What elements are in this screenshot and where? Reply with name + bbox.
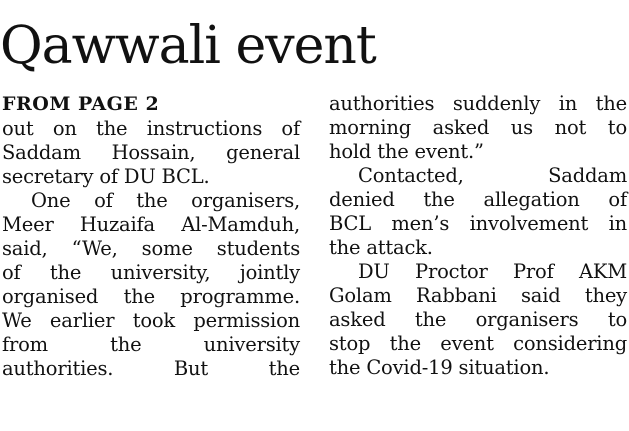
text-line: said, “We, some students bbox=[2, 237, 300, 260]
text-line: Golam Rabbani said they bbox=[329, 284, 627, 307]
text-line: the attack. bbox=[329, 236, 433, 259]
text-line: morning asked us not to bbox=[329, 116, 627, 139]
text-line: the Covid-19 situation. bbox=[329, 356, 550, 379]
article-column-left bbox=[2, 117, 300, 381]
text-line: We earlier took permission bbox=[2, 309, 300, 332]
text-line: Contacted, Saddam bbox=[358, 164, 627, 187]
article-column-right bbox=[329, 92, 627, 380]
text-line: organised the programme. bbox=[2, 285, 300, 308]
text-line: from the university bbox=[2, 333, 300, 356]
text-line: authorities suddenly in the bbox=[329, 92, 627, 115]
text-line: out on the instructions of bbox=[2, 117, 300, 140]
continuation-kicker: FROM PAGE 2 bbox=[2, 93, 160, 115]
text-line: Meer Huzaifa Al-Mamduh, bbox=[2, 213, 300, 236]
text-line: One of the organisers, bbox=[31, 189, 300, 212]
text-line: of the university, jointly bbox=[2, 261, 300, 284]
text-line: Saddam Hossain, general bbox=[2, 141, 300, 164]
text-line: asked the organisers to bbox=[329, 308, 627, 331]
text-line: DU Proctor Prof AKM bbox=[358, 260, 627, 283]
text-line: denied the allegation of bbox=[329, 188, 627, 211]
text-line: stop the event considering bbox=[329, 332, 627, 355]
text-line: BCL men’s involvement in bbox=[329, 212, 627, 235]
headline: Qawwali event bbox=[0, 16, 376, 76]
text-line: secretary of DU BCL. bbox=[2, 165, 210, 188]
text-line: hold the event.” bbox=[329, 140, 484, 163]
text-line: authorities. But the bbox=[2, 357, 300, 380]
